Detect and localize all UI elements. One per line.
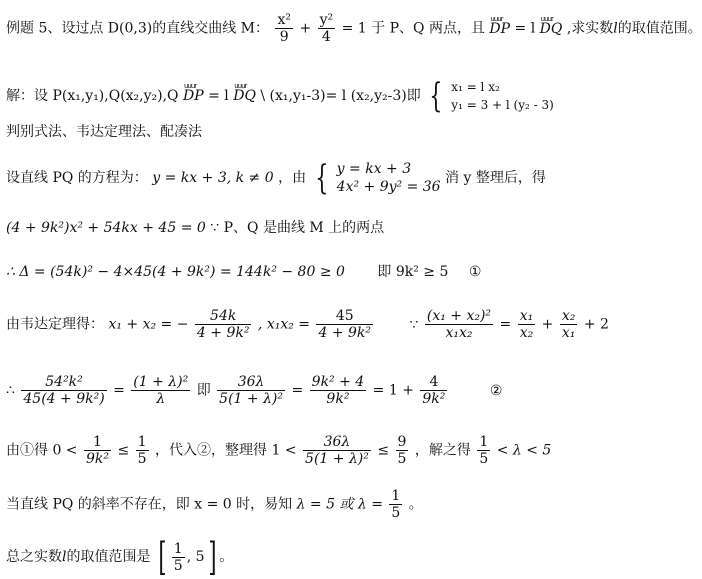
- fraction-lambda: $\frac{\text{(1 + λ)²}}{\lambda}$: [133, 374, 189, 407]
- ratio-line: ∴ $\frac{\text{54²k²}}{\text{45(4 + 9k²)}}$ = $\frac{\text{(1 + λ)²}}{\lambda}$ 即 $\frac{36\lambda}{\text{5(1 + λ)²}}$ = $\frac{\text{9k² + 4}}{\text{9k²}}$ = 1 + $\frac{4}{\text{9k²}}$ ②: [6, 374, 503, 407]
- range-line: 由①得 0 < $\frac{1}{\text{9k²}}$ ≤ $\frac{1}{5}$ ，代入②，整理得 1 < $\frac{36\lambda}{\text{5(1 + λ)²}}$ ≤ $\frac{9}{5}$ ，解之得 $\frac{1}{5}$ < λ < 5: [6, 434, 552, 467]
- problem-line: 例题 5、设过点 D(0,3)的直线交曲线 M： $\frac{\text{x²}}{9}$ + $\frac{\text{y²}}{4}$ = 1 于 P、Q 两点，且 uuur DP = l uuur DQ ,求实数l的取值范围。: [6, 12, 702, 45]
- vector-dq-2: uuur DQ: [233, 86, 256, 106]
- fraction-x2-9: $\frac{\text{x²}}{9}$: [277, 12, 291, 45]
- fraction-1-5: $\frac{1}{5}$: [137, 434, 147, 467]
- solution-label: 解：设 P(x₁,y₁),Q(x₂,y₂),Q: [6, 88, 179, 104]
- fraction-9-5: $\frac{9}{5}$: [397, 434, 407, 467]
- fraction-36lambda: $\frac{36\lambda}{\text{5(1 + λ)²}}$: [219, 374, 284, 407]
- vector-dq: uuur DQ: [540, 19, 563, 39]
- vector-dp-2: uuur DP: [183, 86, 204, 106]
- fraction-x2-x1: $\frac{\text{x₂}}{\text{x₁}}$: [561, 308, 576, 341]
- fraction-9k2-4: $\frac{\text{9k² + 4}}{\text{9k²}}$: [311, 374, 365, 407]
- fraction-54k: $\frac{\text{54²k²}}{\text{45(4 + 9k²)}}$: [23, 374, 105, 407]
- problem-label: 例题 5、设过点 D(0,3)的直线交曲线 M：: [6, 20, 270, 37]
- system-brace-2: {: [314, 158, 328, 198]
- fraction-x1-x2: $\frac{\text{x₁}}{\text{x₂}}$: [519, 308, 534, 341]
- left-bracket: [: [158, 535, 167, 579]
- method-line: 判别式法、韦达定理法、配凑法: [6, 124, 202, 140]
- quadratic-line: (4 + 9k²)x² + 54kx + 45 = 0 ∵ P、Q 是曲线 M 上的两点: [6, 220, 385, 236]
- fraction-y2-4: $\frac{\text{y²}}{4}$: [319, 12, 334, 45]
- line-pq-equation: 设直线 PQ 的方程为： y = kx + 3, k ≠ 0 ，由 { y = kx + 3 4x² + 9y² = 36 消 y 整理后，得: [6, 158, 546, 198]
- fraction-1-9k2: $\frac{1}{\text{9k²}}$: [86, 434, 110, 467]
- fraction-1-5-b: $\frac{1}{5}$: [479, 434, 489, 467]
- system-brace: {: [429, 76, 443, 116]
- fraction-4-9k2: $\frac{4}{\text{9k²}}$: [422, 374, 446, 407]
- fraction-1-5-d: $\frac{1}{5}$: [173, 540, 183, 574]
- fraction-36lambda-2: $\frac{36\lambda}{\text{5(1 + λ)²}}$: [305, 434, 369, 467]
- system-line-ellipse: y = kx + 3 4x² + 9y² = 36: [336, 161, 441, 195]
- vertical-case-line: 当直线 PQ 的斜率不存在，即 x = 0 时，易知 λ = 5 或 λ = $\frac{1}{5}$ 。: [6, 488, 423, 521]
- vieta-line: 由韦达定理得： x₁ + x₂ = − $\frac{54k}{\text{4 + 9k²}}$ , x₁x₂ = $\frac{45}{\text{4 + 9k²}}$ ∵ $\frac{\text{(x₁ + x₂)²}}{\text{x₁x₂}}$ = $\frac{\text{x₁}}{\text{x₂}}$ + $\frac{\text{x₂}}{\text{x₁}}$ + 2: [6, 308, 609, 341]
- discriminant-line: ∴ Δ = (54k)² − 4×45(4 + 9k²) = 144k² − 80 ≥ 0 即 9k² ≥ 5 ①: [6, 264, 482, 280]
- fraction-sum-squared: $\frac{\text{(x₁ + x₂)²}}{\text{x₁x₂}}$: [426, 308, 492, 341]
- problem-mid: 于 P、Q 两点，且: [371, 20, 485, 37]
- fraction-1-5-c: $\frac{1}{5}$: [391, 488, 401, 521]
- conclusion-line: 总之实数l的取值范围是 [ $\frac{1}{5}$ , 5] 。: [6, 535, 234, 579]
- fraction-sum: $\frac{54k}{\text{4 + 9k²}}$: [196, 308, 250, 341]
- right-bracket: ]: [207, 535, 216, 579]
- system-equations: x₁ = l x₂ y₁ = 3 + l (y₂ - 3): [451, 80, 554, 112]
- fraction-product: $\frac{45}{\text{4 + 9k²}}$: [318, 308, 372, 341]
- solution-line: 解：设 P(x₁,y₁),Q(x₂,y₂),Q uuur DP = l uuur DQ \ (x₁,y₁-3)= l (x₂,y₂-3)即 { x₁ = l x₂ y₁ = 3 + l (y₂ - 3): [6, 78, 554, 114]
- vector-dp: uuur DP: [489, 19, 510, 39]
